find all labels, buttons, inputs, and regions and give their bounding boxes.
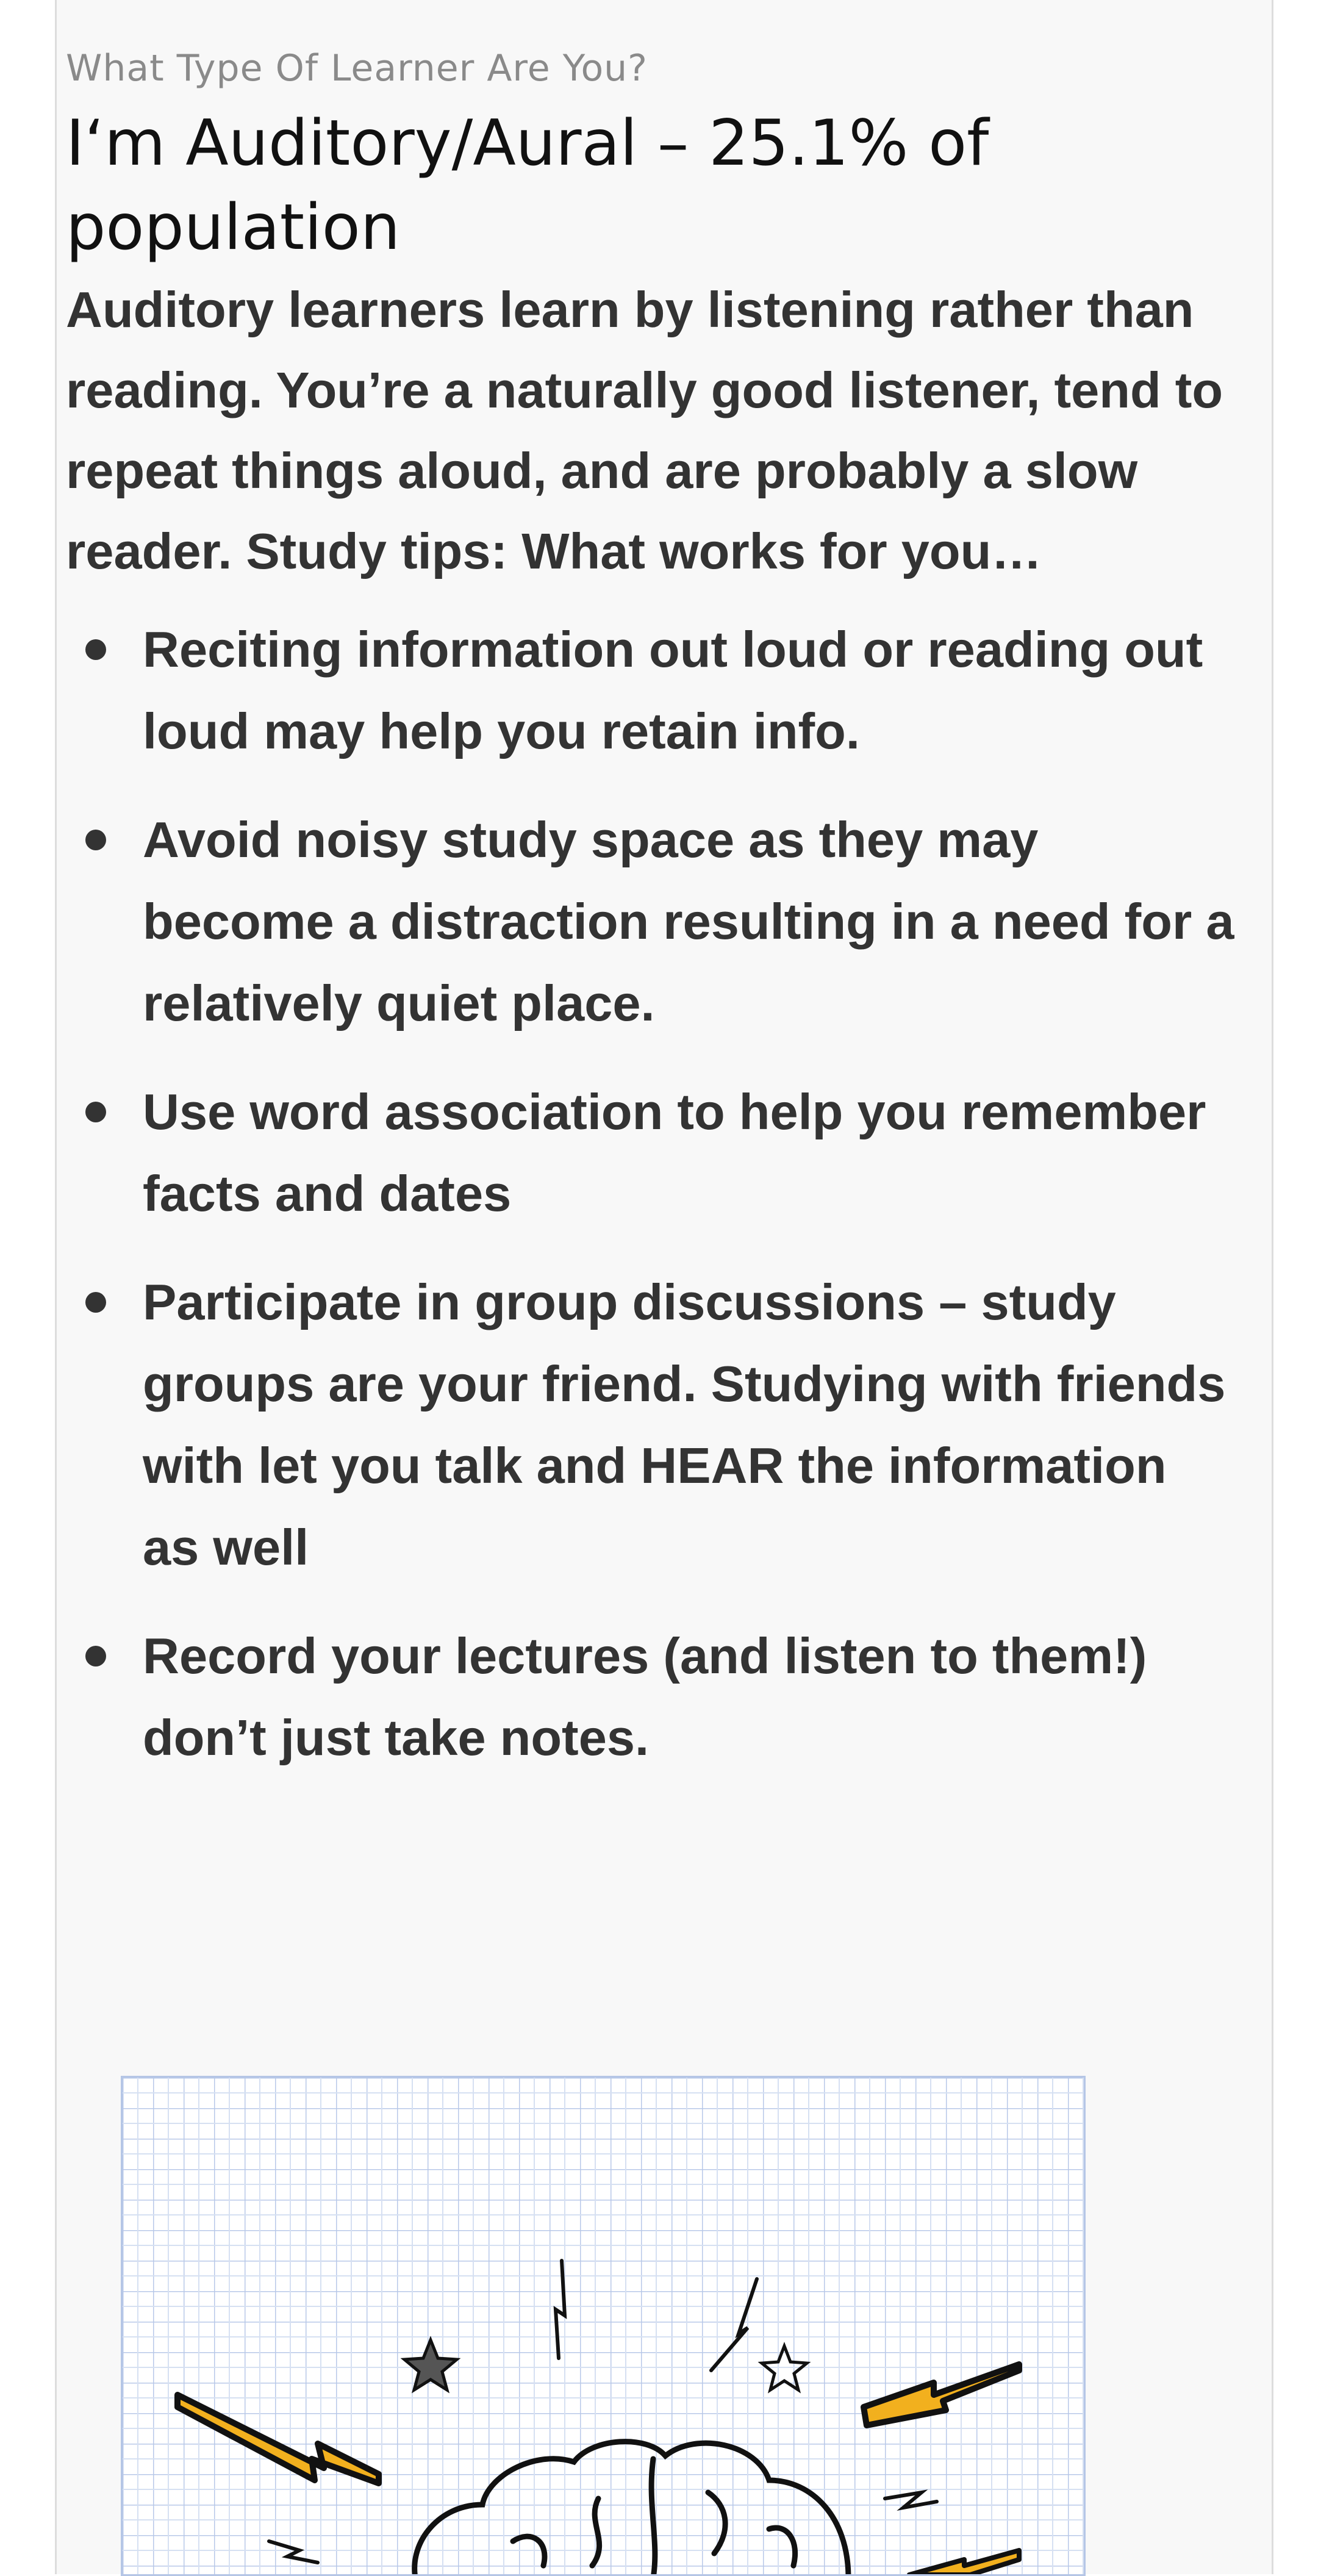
list-item xyxy=(66,799,1234,1044)
bullet-icon xyxy=(85,639,106,660)
brain-illustration-svg xyxy=(123,2078,1086,2576)
article-intro: Auditory learners learn by listening rather than reading. You’re a naturally good listener, tend to repeat things aloud, and are probably a slow reader. Study tips: What works for you… xyxy=(66,281,1223,579)
tip-text: Record your lectures (and listen to them!) don’t just take notes. xyxy=(143,1627,1147,1766)
list-item xyxy=(66,1261,1234,1588)
bullet-icon xyxy=(85,1292,106,1313)
article-title: I‘m Auditory/Aural – 25.1% of population xyxy=(66,107,989,264)
bullet-icon xyxy=(85,1102,106,1122)
bullet-icon xyxy=(85,830,106,850)
article-content xyxy=(66,43,1249,1806)
brain-illustration xyxy=(121,2076,1086,2576)
list-item xyxy=(66,1071,1234,1235)
article-subtitle: What Type Of Learner Are You? xyxy=(66,47,648,90)
bullet-icon xyxy=(85,1646,106,1667)
tip-text: Reciting information out loud or reading out loud may help you retain info. xyxy=(143,621,1203,759)
tip-text: Avoid noisy study space as they may become a distraction resulting in a need for a relatively quiet place. xyxy=(143,811,1234,1031)
list-item xyxy=(66,1615,1234,1779)
graph-paper-grid xyxy=(123,2078,1086,2576)
study-tips-list xyxy=(66,609,1249,1779)
tip-text: Participate in group discussions – study groups are your friend. Studying with friends with let you talk and HEAR the information as well xyxy=(143,1274,1226,1576)
list-item xyxy=(66,609,1234,772)
tip-text: Use word association to help you remember facts and dates xyxy=(143,1083,1206,1222)
